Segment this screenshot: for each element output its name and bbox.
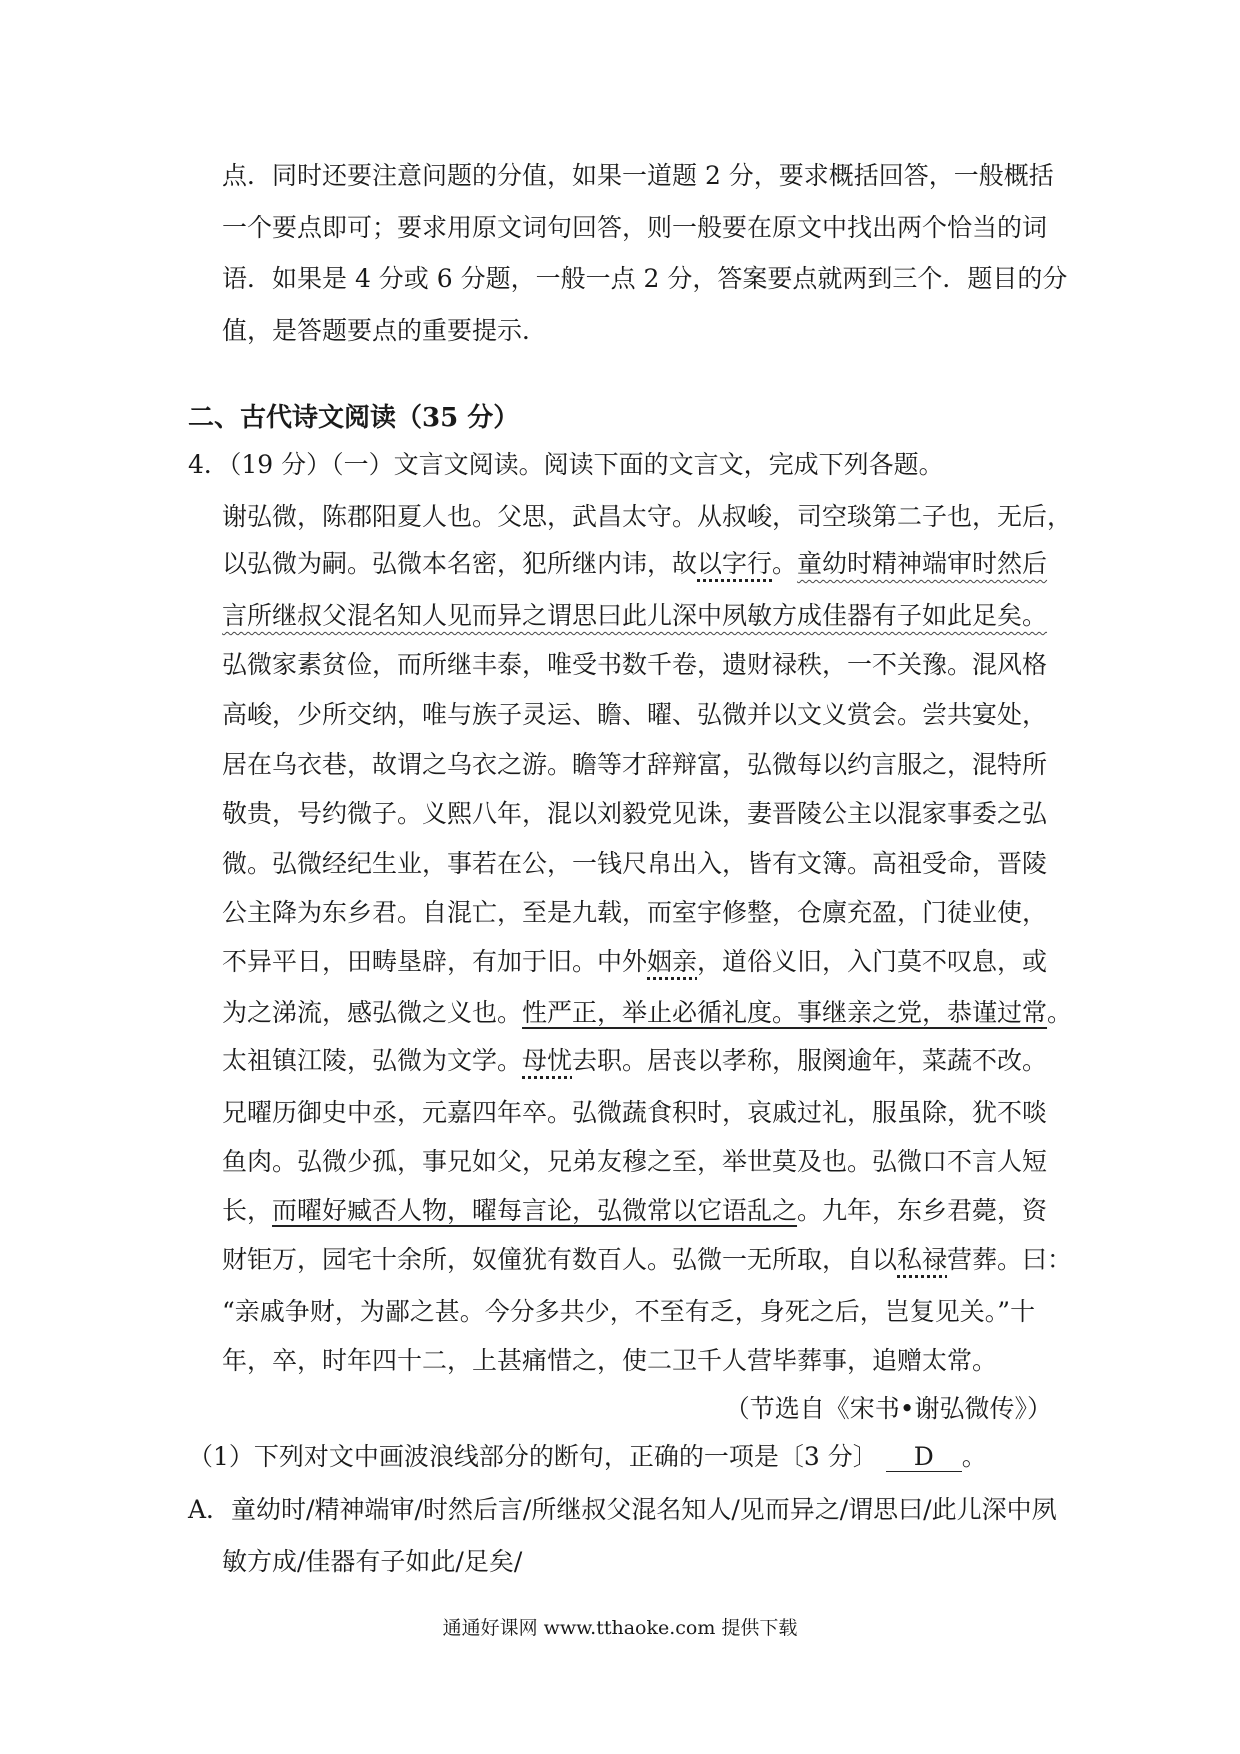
passage-line: 谢弘微，陈郡阳夏人也。父思，武昌太守。从叔峻，司空琰第二子也，无后， <box>222 502 1073 531</box>
passage-line: 长，而曜好臧否人物，曜每言论，弘微常以它语乱之。九年，东乡君薨，资 <box>222 1196 1048 1225</box>
passage-line: “亲戚争财，为鄙之甚。今分多共少，不至有乏，身死之后，岂复见关。”十 <box>222 1297 1036 1326</box>
option-a-line: 敏方成/佳器有子如此/足矣/ <box>222 1547 523 1576</box>
page-footer: 通通好课网 www.tthaoke.com 提供下载 <box>442 1617 798 1639</box>
passage-line: 以弘微为嗣。弘微本名密，犯所继内讳，故以字行。童幼时精神端审时然后 <box>222 549 1048 578</box>
underlined-sentence: 而曜好臧否人物，曜每言论，弘微常以它语乱之 <box>272 1196 798 1225</box>
passage-line: 鱼肉。弘微少孤，事兄如父，兄弟友穆之至，举世莫及也。弘微口不言人短 <box>222 1147 1048 1176</box>
passage-line: 微。弘微经纪生业，事若在公，一钱尺帛出入，皆有文簿。高祖受命，晋陵 <box>222 849 1048 878</box>
dotted-emphasis: 姻亲 <box>647 947 698 976</box>
question-1: （1）下列对文中画波浪线部分的断句，正确的一项是〔3 分〕 D 。 <box>188 1442 987 1471</box>
answer-blank: D <box>886 1443 962 1472</box>
wavy-underline-segment: 言所继叔父混名知人见而异之谓思曰此儿深中夙敏方成佳器有子如此足矣。 <box>222 601 1048 630</box>
passage-line: 不异平日，田畴垦辟，有加于旧。中外姻亲，道俗义旧，入门莫不叹息，或 <box>222 947 1048 976</box>
passage-line: 高峻，少所交纳，唯与族子灵运、瞻、曜、弘微并以文义赏会。尝共宴处， <box>222 700 1048 729</box>
dotted-emphasis: 私禄 <box>897 1245 948 1274</box>
intro-line: 点．同时还要注意问题的分值，如果一道题 2 分，要求概括回答，一般概括 <box>222 161 1054 190</box>
option-a-line: A．童幼时/精神端审/时然后言/所继叔父混名知人/见而异之/谓思曰/此儿深中夙 <box>188 1495 1057 1524</box>
passage-line: 财钜万，园宅十余所，奴僮犹有数百人。弘微一无所取，自以私禄营葬。曰： <box>222 1245 1073 1274</box>
passage-line: 兄曜历御史中丞，元嘉四年卒。弘微蔬食积时，哀戚过礼，服虽除，犹不啖 <box>222 1098 1048 1127</box>
question-4-header: 4．（19 分）（一）文言文阅读。阅读下面的文言文，完成下列各题。 <box>188 450 944 479</box>
section-heading: 二、古代诗文阅读（35 分） <box>188 403 520 433</box>
passage-line: 弘微家素贫俭，而所继丰泰，唯受书数千卷，遗财禄秩，一不关豫。混风格 <box>222 650 1048 679</box>
passage-line <box>222 599 1047 633</box>
intro-line: 语．如果是 4 分或 6 分题，一般一点 2 分，答案要点就两到三个．题目的分 <box>222 264 1068 293</box>
intro-line: 一个要点即可；要求用原文词句回答，则一般要在原文中找出两个恰当的词 <box>222 213 1048 242</box>
dotted-emphasis: 以字行 <box>697 549 773 578</box>
passage-line: 居在乌衣巷，故谓之乌衣之游。瞻等才辞辩富，弘微每以约言服之，混特所 <box>222 750 1048 779</box>
wavy-underline-segment: 童幼时精神端审时然后 <box>797 549 1048 578</box>
passage-line: 年，卒，时年四十二，上甚痛惜之，使二卫千人营毕葬事，追赠太常。 <box>222 1346 998 1375</box>
intro-line: 值，是答题要点的重要提示． <box>222 316 548 345</box>
passage-line: 太祖镇江陵，弘微为文学。母忧去职。居丧以孝称，服阕逾年，菜蔬不改。 <box>222 1046 1048 1075</box>
dotted-emphasis: 母忧 <box>522 1046 573 1075</box>
passage-source: （节选自《宋书•谢弘微传》） <box>724 1394 1052 1423</box>
passage-line: 为之涕流，感弘微之义也。性严正，举止必循礼度。事继亲之党，恭谨过常。 <box>222 998 1073 1027</box>
passage-line: 公主降为东乡君。自混亡，至是九载，而室宇修整，仓廪充盈，门徒业使， <box>222 898 1048 927</box>
underlined-sentence: 性严正，举止必循礼度。事继亲之党，恭谨过常 <box>522 998 1048 1027</box>
passage-line: 敬贵，号约微子。义熙八年，混以刘毅党见诛，妻晋陵公主以混家事委之弘 <box>222 799 1048 828</box>
